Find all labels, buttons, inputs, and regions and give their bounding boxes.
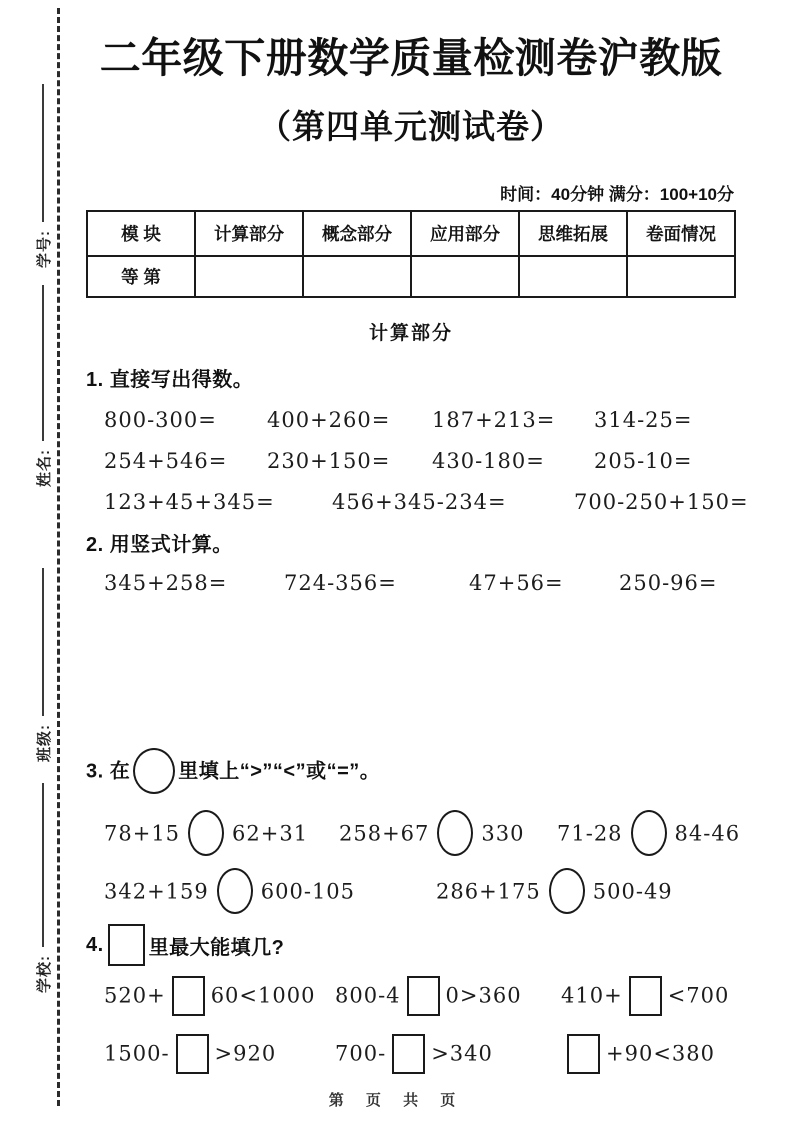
expression-prefix: 700- [335,1041,387,1066]
right-expression: 500-49 [592,879,673,904]
score-table-grade-row [87,256,735,297]
left-expression: 78+15 [104,821,181,846]
q1-row-1 [86,408,736,432]
q1-row-2 [86,449,736,473]
left-expression: 71-28 [557,821,623,846]
score-header-presentation: 卷面情况 [627,211,735,256]
comparison-item [339,810,557,860]
class-label: 班级: [35,724,53,762]
question-1-label: 1. 直接写出得数。 [86,369,254,392]
fill-box-item [561,976,736,1018]
q3-row-2 [86,868,736,918]
comparison-circle [631,810,667,856]
fill-box-item [104,976,335,1018]
margin-field-school [26,783,60,993]
student-id-fill-line [42,84,44,222]
fill-box-item [335,976,561,1018]
score-header-module: 模 块 [87,211,195,256]
page-footer: 第 页 共 页 [328,1092,465,1109]
expression-prefix: 800-4 [335,983,401,1008]
expression: 314-25= [594,408,693,433]
expression: 230+150= [267,449,391,474]
expression: 205-10= [594,449,693,474]
expression: 800-300= [104,408,217,433]
q4-label-pre: 4. [86,933,104,956]
expression: 47+56= [469,571,564,596]
name-label: 姓名: [35,449,53,487]
fill-box-item [561,1034,736,1076]
answer-box [629,976,662,1016]
expression-prefix: 1500- [104,1041,170,1066]
worksheet-content [86,0,749,1076]
score-header-concept: 概念部分 [303,211,411,256]
grade-cell-concept [303,256,411,297]
name-fill-line [42,285,44,441]
student-id-label: 学号: [35,230,53,268]
expression-prefix: 520+ [104,983,166,1008]
q3-label-post: 里填上“>”“<”或“=”。 [178,760,381,783]
comparison-item [557,810,740,860]
grade-cell-thinking [519,256,627,297]
q4-row-1 [86,976,736,1018]
q4-row-2 [86,1034,736,1076]
question-2-label: 2. 用竖式计算。 [86,534,233,557]
left-expression: 258+67 [339,821,430,846]
comparison-circle [188,810,224,856]
expression: 254+546= [104,449,228,474]
school-label: 学校: [35,955,53,993]
expression-suffix: +90<380 [606,1041,715,1066]
expression-suffix: 0>360 [445,983,522,1008]
section-title: 计算部分 [368,323,453,345]
right-expression: 600-105 [260,879,356,904]
margin-field-class [26,568,60,762]
fill-box-item [335,1034,561,1076]
expression: 456+345-234= [332,490,507,515]
score-header-thinking: 思维拓展 [519,211,627,256]
expression: 400+260= [267,408,391,433]
answer-box [567,1034,600,1074]
question-3-label [86,748,736,796]
page-subtitle: （第四单元测试卷） [258,108,564,146]
right-expression: 330 [481,821,525,846]
score-table [86,210,736,298]
expression: 187+213= [432,408,556,433]
expression-suffix: 60<1000 [210,983,316,1008]
page-title: 二年级下册数学质量检测卷沪教版 [99,35,723,81]
fill-box-item [104,1034,335,1076]
q2-row [86,571,736,595]
comparison-circle [217,868,253,914]
grade-cell-presentation [627,256,735,297]
answer-box [407,976,440,1016]
right-expression: 62+31 [232,821,309,846]
comparison-item [436,868,736,918]
left-expression: 286+175 [436,879,541,904]
question-4-label [86,924,736,966]
comparison-circle [133,748,175,794]
comparison-circle [549,868,585,914]
score-header-calculation: 计算部分 [195,211,303,256]
expression: 700-250+150= [574,490,749,515]
comparison-item [104,868,436,918]
expression: 430-180= [432,449,545,474]
q3-row-1 [86,810,741,860]
left-expression: 342+159 [104,879,209,904]
time-score-meta: 时间：40分钟 满分：100+10分 [500,185,734,205]
grade-cell-application [411,256,519,297]
expression-suffix: >920 [214,1041,277,1066]
answer-box [392,1034,425,1074]
grade-row-label: 等 第 [87,256,195,297]
score-header-application: 应用部分 [411,211,519,256]
margin-field-name [26,285,60,487]
comparison-item [104,810,339,860]
q4-label-post: 里最大能填几? [148,936,285,959]
grade-cell-calculation [195,256,303,297]
q3-label-pre: 3. 在 [86,760,131,783]
expression: 123+45+345= [104,490,275,515]
expression: 345+258= [104,571,228,596]
q2-work-area [86,595,736,730]
class-fill-line [42,568,44,716]
expression: 250-96= [619,571,718,596]
q1-row-3 [86,490,749,515]
answer-box [108,924,145,966]
school-fill-line [42,783,44,947]
expression-suffix: <700 [667,983,730,1008]
answer-box [172,976,205,1016]
expression-prefix: 410+ [561,983,623,1008]
expression-suffix: >340 [431,1041,493,1066]
margin-field-student-id [26,84,60,268]
comparison-circle [437,810,473,856]
right-expression: 84-46 [674,821,741,846]
score-table-header-row [87,211,735,256]
expression: 724-356= [284,571,397,596]
answer-box [176,1034,209,1074]
